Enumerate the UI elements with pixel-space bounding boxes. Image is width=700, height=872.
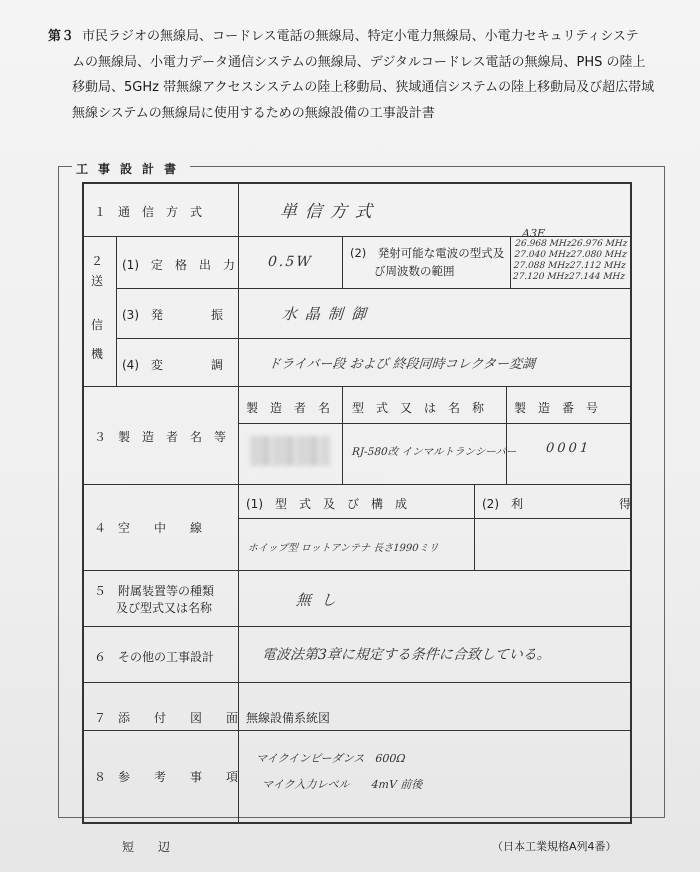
frequency-value: 27.144 MHz xyxy=(568,272,626,282)
frequency-value: 27.088 MHz xyxy=(513,261,571,271)
serial-header: 製 造 番 号 xyxy=(514,401,599,415)
row-line xyxy=(82,626,630,627)
frequency-value: 27.040 MHz xyxy=(514,250,571,260)
form-title: 工事設計書 xyxy=(72,160,190,177)
frequency-value: 27.080 MHz xyxy=(570,250,627,260)
frequency-value: 26.976 MHz xyxy=(570,239,628,249)
frequency-value: 27.120 MHz xyxy=(512,272,570,282)
frequency-list xyxy=(512,239,627,283)
oscillation-label: (3) 発 振 xyxy=(122,308,223,322)
serial-value: 0001 xyxy=(545,441,592,456)
row7-value: 無線設備系統図 xyxy=(246,711,331,725)
heading-number: 第３ xyxy=(48,29,75,44)
row-line xyxy=(82,730,630,731)
row-line xyxy=(238,518,630,519)
footer-jis-note: （日本工業規格A列4番） xyxy=(492,840,617,853)
redacted-maker-name xyxy=(250,436,330,466)
row5-label-1: ５ 附属装置等の種類 xyxy=(94,584,215,598)
row2-group-3: 機 xyxy=(91,347,104,361)
row-line xyxy=(238,423,630,424)
output-label: (1) 定 格 出 力 xyxy=(122,258,235,272)
row6-label: ６ その他の工事設計 xyxy=(94,650,215,664)
row2-group-2: 信 xyxy=(91,318,104,332)
heading-line-4: 無線システムの無線局に使用するための無線設備の工事設計書 xyxy=(72,105,435,121)
row8-line-2: マイク入力レベル 4mV 前後 xyxy=(261,778,423,791)
modulation-value: ドライバー段 および 終段同時コレクター変調 xyxy=(267,357,536,372)
row4-label: ４ 空 中 線 xyxy=(94,521,203,535)
output-value: 0.5W xyxy=(267,254,314,270)
heading-line-2: ムの無線局、小電力データ通信システムの無線局、デジタルコードレス電話の無線局、PHS の陸上 xyxy=(72,54,646,70)
row1-value: 単信方式 xyxy=(279,202,381,222)
row2-group-1: 送 xyxy=(91,274,104,288)
frequency-value: 27.112 MHz xyxy=(569,261,627,271)
maker-column-line xyxy=(342,386,343,484)
model-value: RJ-580改 インマルトランシーバー xyxy=(351,446,517,458)
heading-line-1: 第３ 市民ラジオの無線局、コードレス電話の無線局、特定小電力無線局、小電力セキュリティシステ xyxy=(48,29,639,44)
row-line xyxy=(82,236,630,237)
modulation-label: (4) 変 調 xyxy=(122,358,223,372)
row7-label: ７ 添 付 図 面 xyxy=(94,711,239,725)
row6-value: 電波法第3章に規定する条件に合致している。 xyxy=(261,647,552,663)
row-line xyxy=(116,338,630,339)
row-line xyxy=(116,288,630,289)
freq-value-line xyxy=(510,236,511,288)
label-column-line xyxy=(238,182,239,822)
row-line xyxy=(82,484,630,485)
gain-column-line xyxy=(474,484,475,570)
row-line xyxy=(82,386,630,387)
heading-line-3: 移動局、5GHz 帯無線アクセスシステムの陸上移動局、狭域通信システムの陸上移動局及び超広帯域 xyxy=(72,80,655,95)
row8-line-1: マイクインピーダンス 600Ω xyxy=(255,752,406,765)
maker-header: 製 造 者 名 xyxy=(246,401,331,415)
row-line xyxy=(82,682,630,683)
frequency-value: 26.968 MHz xyxy=(514,239,572,249)
row8-label: ８ 参 考 事 項 xyxy=(94,770,239,784)
model-header: 型 式 又 は 名 称 xyxy=(352,401,485,415)
row1-label: １ 通 信 方 式 xyxy=(94,205,203,219)
row5-value: 無し xyxy=(295,591,347,609)
document-heading xyxy=(48,24,668,126)
row5-label-2: 及び型式又は名称 xyxy=(116,601,213,615)
row3-label: ３ 製 造 者 名 等 xyxy=(94,430,227,444)
antenna-type-value: ホイップ型 ロットアンテナ 長さ1990ミリ xyxy=(247,543,439,554)
oscillation-value: 水晶制御 xyxy=(281,305,375,323)
serial-column-line xyxy=(506,386,507,484)
freq-column-line xyxy=(342,236,343,288)
emission-type: A3E xyxy=(521,227,546,240)
footer-short-edge: 短 辺 xyxy=(122,840,171,854)
freq-label-1: (2) 発射可能な電波の型式及 xyxy=(350,246,505,260)
antenna-gain-label: (2) 利 得 xyxy=(482,497,631,511)
row-line xyxy=(82,570,630,571)
freq-label-2: び周波数の範囲 xyxy=(374,264,455,278)
row2-number: ２ xyxy=(91,254,104,268)
group-column-line xyxy=(116,236,117,386)
antenna-type-label: (1) 型 式 及 び 構 成 xyxy=(246,497,407,511)
